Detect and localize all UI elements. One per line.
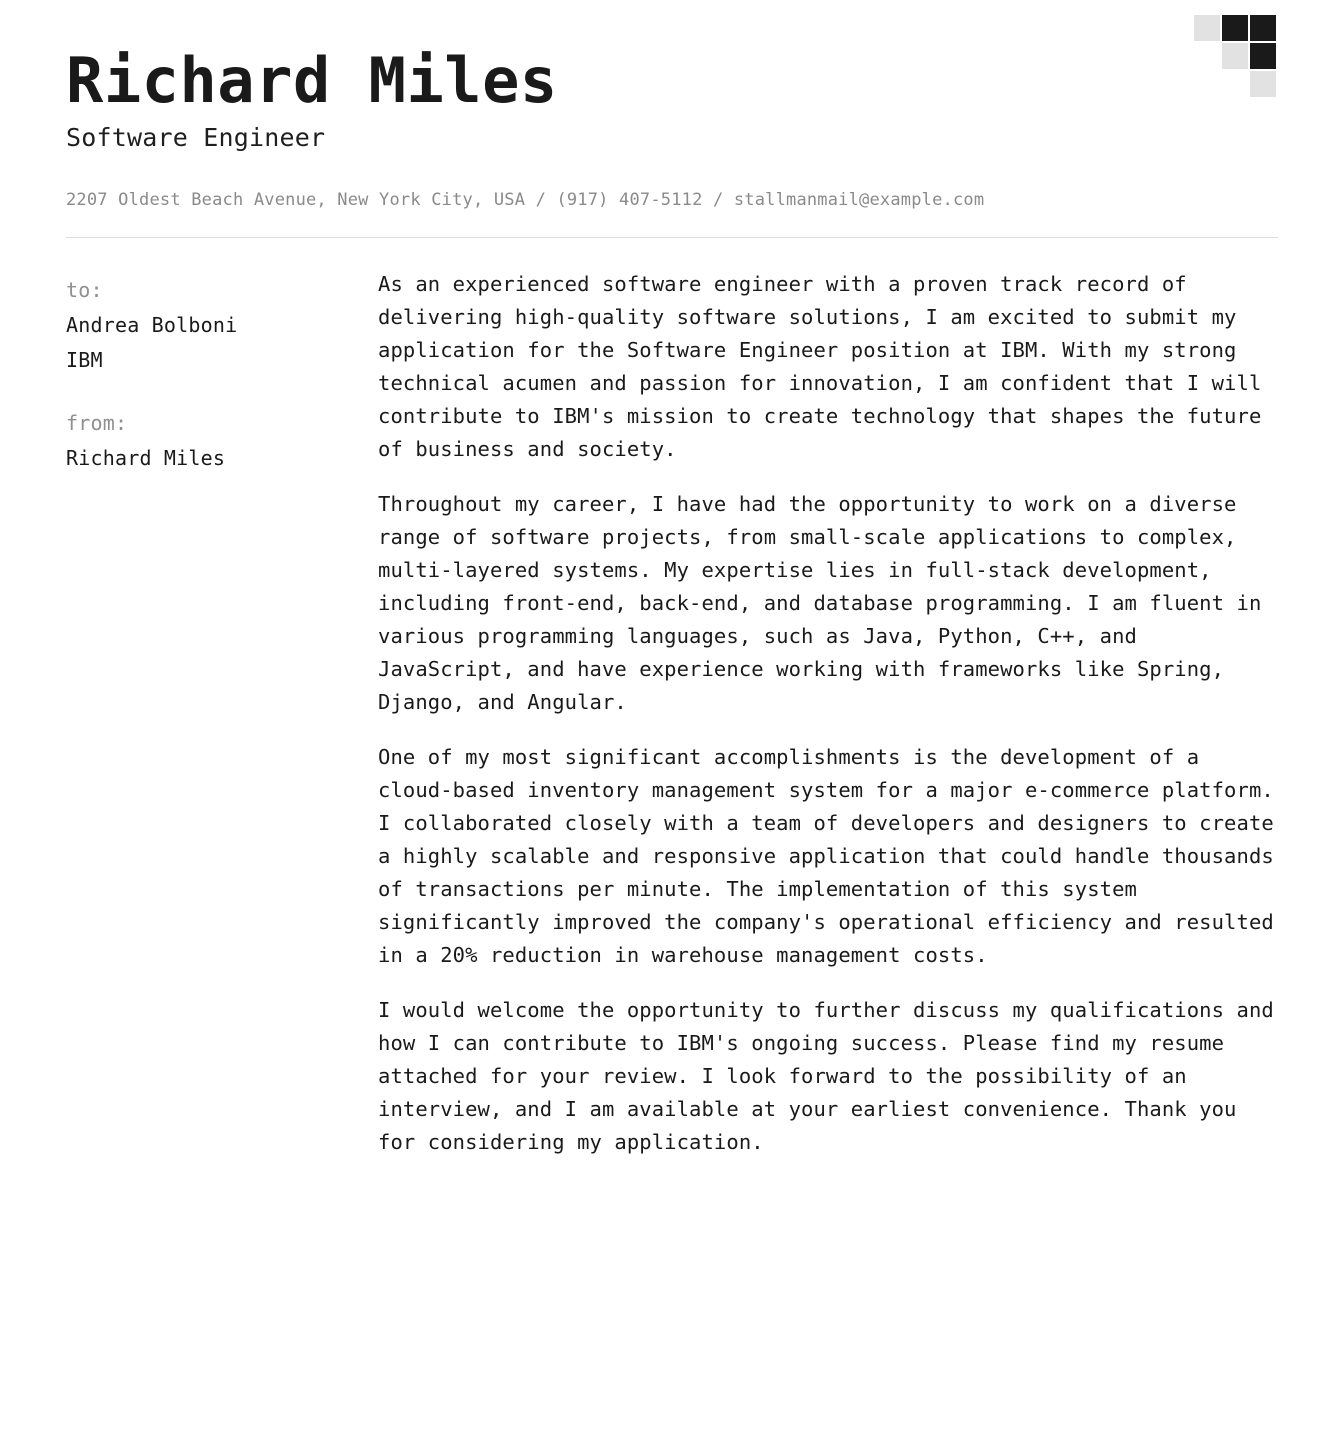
sender-name: Richard Miles	[66, 446, 226, 471]
recipient-sender-block	[66, 268, 378, 476]
letter-text	[378, 268, 1278, 1159]
logo-cell-r2c2	[1222, 43, 1248, 69]
letter-body	[66, 268, 1278, 1159]
logo-cell-r1c3	[1250, 15, 1276, 41]
logo-cell-r1c1	[1194, 15, 1220, 41]
logo-cell-r1c2	[1222, 15, 1248, 41]
letter-paragraph: Throughout my career, I have had the opportunity to work on a diverse range of software projects, from small-scale applications to complex, multi-layered systems. My expertise lies in full-stack development, including front-end, back-end, and database programming. I am fluent in various programming languages, such as Java, Python, C++, and JavaScript, and have experience working with frameworks like Spring, Django, and Angular.	[378, 492, 1262, 715]
contact-line: 2207 Oldest Beach Avenue, New York City, USA / (917) 407-5112 / stallmanmail@example.com	[66, 190, 985, 211]
to-label: to:	[66, 278, 103, 303]
logo-cell-r3c3	[1250, 71, 1276, 97]
letter-paragraph: One of my most significant accomplishments is the development of a cloud-based inventory management system for a major e-commerce platform. I collaborated closely with a team of developers and designers to create a highly scalable and responsive application that could handle thousands of transactions per minute. The implementation of this system significantly improved the company's operational efficiency and resulted in a 20% reduction in warehouse management costs.	[378, 745, 1274, 968]
logo-cell-r3c1	[1194, 71, 1220, 97]
header-divider	[66, 237, 1278, 238]
logo-cell-r3c2	[1222, 71, 1248, 97]
letter-paragraph: As an experienced software engineer with a proven track record of delivering high-quality software solutions, I am excited to submit my application for the Software Engineer position at IBM. With my strong technical acumen and passion for innovation, I am confident that I will contribute to IBM's mission to create technology that shapes the future of business and society.	[378, 272, 1262, 462]
brand-logo	[1194, 15, 1278, 99]
recipient-name: Andrea Bolboni	[66, 313, 238, 338]
sender-block	[66, 406, 378, 476]
from-label: from:	[66, 411, 128, 436]
letter-header	[66, 0, 1278, 211]
logo-cell-r2c3	[1250, 43, 1276, 69]
recipient-company: IBM	[66, 348, 103, 373]
recipient-block	[66, 273, 378, 378]
logo-cell-r2c1	[1194, 43, 1220, 69]
page-title: Richard Miles	[66, 44, 558, 117]
job-title: Software Engineer	[66, 123, 326, 153]
letter-paragraph: I would welcome the opportunity to further discuss my qualifications and how I can contribute to IBM's ongoing success. Please find my resume attached for your review. I look forward to the possibility of an interview, and I am available at your earliest convenience. Thank you for considering my application.	[378, 998, 1274, 1155]
